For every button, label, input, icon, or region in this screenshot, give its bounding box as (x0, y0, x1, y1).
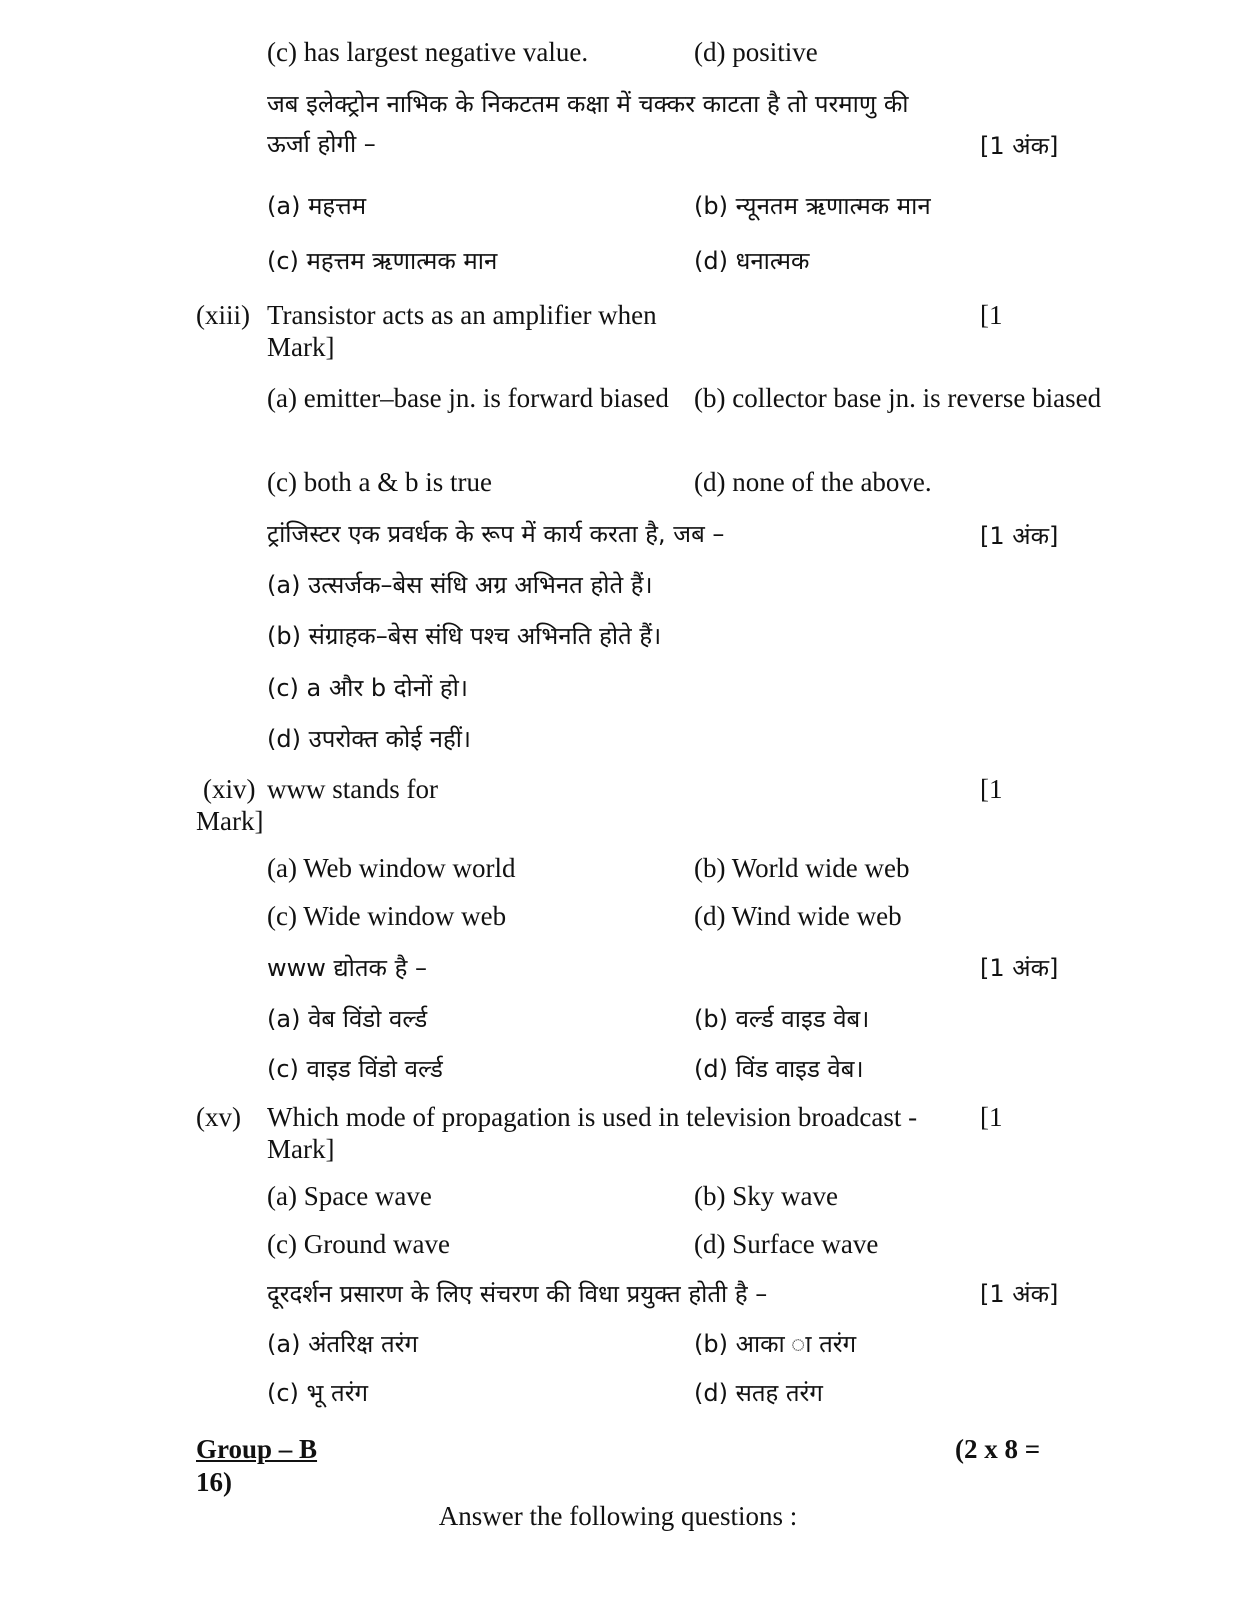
q15-option-a-en: (a) Space wave (267, 1181, 432, 1211)
q14-mark-continued: Mark] (196, 806, 264, 836)
q13-mark: [1 (980, 300, 1003, 330)
q13-option-d-en: (d) none of the above. (694, 467, 932, 497)
q14-option-d-hi: (d) विंड वाइड वेब। (694, 1055, 864, 1083)
q13-option-a-hi: (a) उत्सर्जक–बेस संधि अग्र अभिनत होते हैं। (267, 571, 653, 599)
group-b-marks: (2 x 8 = (955, 1434, 1041, 1464)
q14-question-hi: www द्योतक है – (267, 954, 427, 982)
q15-option-c-hi: (c) भू तरंग (267, 1379, 369, 1407)
q12-option-d-hi: (d) धनात्मक (694, 247, 810, 275)
group-b-marks-continued: 16) (196, 1467, 232, 1497)
q14-option-b-hi: (b) वर्ल्ड वाइड वेब। (694, 1005, 870, 1033)
q15-question: Which mode of propagation is used in television broadcast - (267, 1102, 918, 1132)
q14-option-a-en: (a) Web window world (267, 853, 516, 883)
q14-mark: [1 (980, 774, 1003, 804)
q13-option-c-en: (c) both a & b is true (267, 467, 492, 497)
q14-option-c-en: (c) Wide window web (267, 901, 507, 931)
q12-option-b-hi: (b) न्यूनतम ऋणात्मक मान (694, 192, 931, 220)
q15-mark: [1 (980, 1102, 1003, 1132)
q12-mark-hi: [1 अंक] (980, 132, 1059, 160)
q15-question-hi: दूरदर्शन प्रसारण के लिए संचरण की विधा प्रयुक्त होती है – (267, 1280, 768, 1308)
q14-option-a-hi: (a) वेब विंडो वर्ल्ड (267, 1005, 428, 1033)
q15-number: (xv) (196, 1102, 241, 1132)
q15-option-b-en: (b) Sky wave (694, 1181, 838, 1211)
q14-number: (xiv) (203, 774, 256, 804)
q13-option-d-hi: (d) उपरोक्त कोई नहीं। (267, 725, 472, 753)
q13-question-hi: ट्रांजिस्टर एक प्रवर्धक के रूप में कार्य करता है, जब – (267, 520, 725, 548)
q15-option-a-hi: (a) अंतरिक्ष तरंग (267, 1330, 418, 1358)
q15-option-c-en: (c) Ground wave (267, 1229, 450, 1259)
q14-option-b-en: (b) World wide web (694, 853, 910, 883)
q15-mark-continued: Mark] (267, 1134, 335, 1164)
q12-question-hi-line2: ऊर्जा होगी – (267, 130, 376, 158)
q14-option-c-hi: (c) वाइड विंडो वर्ल्ड (267, 1055, 443, 1083)
group-b-heading: Group – B (196, 1434, 318, 1464)
q12-option-a-hi: (a) महत्तम (267, 192, 367, 220)
q14-mark-hi: [1 अंक] (980, 954, 1059, 982)
q13-mark-continued: Mark] (267, 332, 335, 362)
q13-option-c-hi: (c) a और b दोनों हो। (267, 674, 468, 702)
group-b-instruction: Answer the following questions : (438, 1501, 798, 1531)
q12-option-c-hi: (c) महत्तम ऋणात्मक मान (267, 247, 498, 275)
q13-number: (xiii) (196, 300, 250, 330)
q15-option-b-hi: (b) आका ा तरंग (694, 1330, 857, 1358)
q14-option-d-en: (d) Wind wide web (694, 901, 902, 931)
q13-mark-hi: [1 अंक] (980, 522, 1059, 550)
q15-option-d-en: (d) Surface wave (694, 1229, 879, 1259)
q13-question: Transistor acts as an amplifier when (267, 300, 657, 330)
q13-option-b-hi: (b) संग्राहक–बेस संधि पश्च अभिनति होते हैं। (267, 622, 662, 650)
q14-question: www stands for (267, 774, 438, 804)
q12-question-hi-line1: जब इलेक्ट्रोन नाभिक के निकटतम कक्षा में चक्कर काटता है तो परमाणु की (267, 90, 909, 118)
q13-option-b-en: (b) collector base jn. is reverse biased (694, 383, 1102, 413)
q15-mark-hi: [1 अंक] (980, 1280, 1059, 1308)
q12-option-d-en: (d) positive (694, 37, 818, 67)
q15-option-d-hi: (d) सतह तरंग (694, 1379, 823, 1407)
q12-option-c-en: (c) has largest negative value. (267, 37, 589, 67)
q13-option-a-en: (a) emitter–base jn. is forward biased (267, 383, 669, 413)
